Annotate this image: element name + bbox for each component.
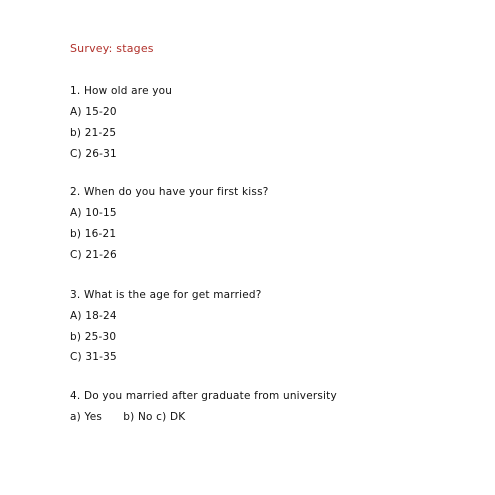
question-2-option-a: A) 10-15: [70, 207, 117, 219]
question-3-option-a: A) 18-24: [70, 310, 117, 322]
question-1-option-a: A) 15-20: [70, 106, 117, 118]
survey-title: Survey: stages: [70, 42, 154, 55]
question-1-option-b: b) 21-25: [70, 127, 117, 139]
question-4: 4. Do you married after graduate from university: [70, 390, 337, 402]
question-2-option-c: C) 21-26: [70, 249, 117, 261]
question-1: 1. How old are you: [70, 85, 173, 97]
question-3-option-c: C) 31-35: [70, 351, 117, 363]
question-3-option-b: b) 25-30: [70, 331, 117, 343]
question-4-options: a) Yes b) No c) DK: [70, 411, 186, 423]
question-2-option-b: b) 16-21: [70, 228, 117, 240]
question-1-option-c: C) 26-31: [70, 148, 117, 160]
question-2: 2. When do you have your first kiss?: [70, 186, 269, 198]
question-3: 3. What is the age for get married?: [70, 289, 262, 301]
